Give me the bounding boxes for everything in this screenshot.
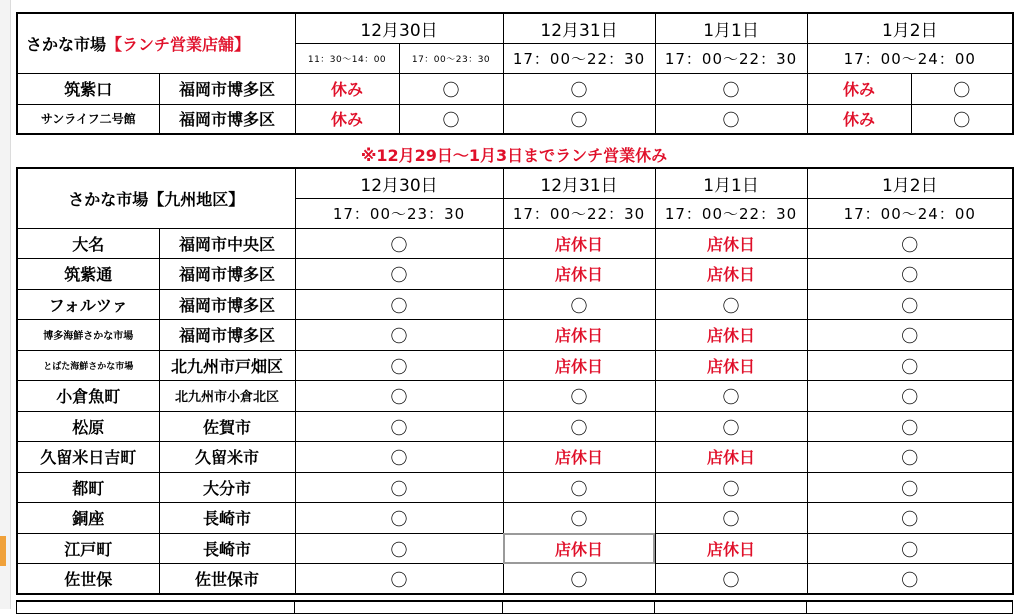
status-cell[interactable]: 〇 [655,104,807,134]
status-cell[interactable]: 〇 [807,320,1013,351]
status-cell[interactable]: 店休日 [503,320,655,351]
store-area[interactable]: 長崎市 [159,533,295,564]
status-cell[interactable]: 〇 [807,472,1013,503]
store-name[interactable]: 大名 [17,228,159,259]
status-cell[interactable]: 休み [807,73,911,104]
status-cell[interactable]: 〇 [911,73,1013,104]
status-cell[interactable]: 〇 [807,564,1013,595]
status-cell[interactable]: 〇 [295,228,503,259]
date-header-0102[interactable]: 1月2日 [807,168,1013,198]
status-cell[interactable]: 〇 [655,411,807,442]
status-cell[interactable]: 〇 [911,104,1013,134]
time-1231[interactable]: 17：00〜22：30 [503,198,655,228]
status-cell[interactable]: 〇 [295,442,503,473]
status-cell[interactable]: 〇 [503,104,655,134]
date-header-0102[interactable]: 1月2日 [807,13,1013,43]
partial-cell[interactable] [655,601,807,613]
store-area[interactable]: 佐世保市 [159,564,295,595]
status-cell[interactable]: 店休日 [655,259,807,290]
time-1231[interactable]: 17：00〜22：30 [503,43,655,73]
status-cell[interactable]: 〇 [655,73,807,104]
status-cell[interactable]: 〇 [655,503,807,534]
status-cell[interactable]: 〇 [295,533,503,564]
store-area[interactable]: 佐賀市 [159,411,295,442]
date-header-0101[interactable]: 1月1日 [655,13,807,43]
status-cell[interactable]: 〇 [295,503,503,534]
status-cell[interactable]: 店休日 [503,259,655,290]
time-1230[interactable]: 17：00〜23：30 [295,198,503,228]
status-cell[interactable]: 〇 [503,564,655,595]
status-cell[interactable]: 〇 [295,289,503,320]
store-name[interactable]: 佐世保 [17,564,159,595]
kyushu-table-title: さかな市場【九州地区】 [17,168,295,228]
store-area[interactable]: 長崎市 [159,503,295,534]
next-table-partial [16,600,1013,614]
status-cell[interactable]: 〇 [503,503,655,534]
status-cell[interactable]: 〇 [503,381,655,412]
status-cell[interactable]: 〇 [807,533,1013,564]
store-area[interactable]: 福岡市博多区 [159,73,295,104]
store-name[interactable]: 筑紫通 [17,259,159,290]
store-name[interactable]: 松原 [17,411,159,442]
date-header-1231[interactable]: 12月31日 [503,13,655,43]
store-area[interactable]: 北九州市戸畑区 [159,350,295,381]
time-0101[interactable]: 17：00〜22：30 [655,43,807,73]
status-cell[interactable]: 店休日 [503,442,655,473]
status-cell[interactable]: 〇 [807,259,1013,290]
status-cell[interactable]: 休み [295,73,399,104]
status-cell[interactable]: 〇 [503,289,655,320]
time-dinner-1230[interactable]: 17：00〜23：30 [399,43,503,73]
status-cell[interactable]: 休み [295,104,399,134]
status-cell[interactable]: 店休日 [503,228,655,259]
row-header-strip [0,0,11,609]
store-area[interactable]: 福岡市博多区 [159,104,295,134]
date-header-1231[interactable]: 12月31日 [503,168,655,198]
status-cell[interactable]: 〇 [295,350,503,381]
status-cell[interactable]: 〇 [503,472,655,503]
status-cell[interactable]: 〇 [295,320,503,351]
date-header-1230[interactable]: 12月30日 [295,168,503,198]
status-cell[interactable]: 〇 [655,472,807,503]
partial-cell[interactable] [295,601,503,613]
status-cell[interactable]: 店休日 [655,320,807,351]
store-name[interactable]: 久留米日吉町 [17,442,159,473]
status-cell[interactable]: 店休日 [655,228,807,259]
status-cell[interactable]: 〇 [655,381,807,412]
selected-row-indicator [0,536,6,566]
store-name[interactable]: 都町 [17,472,159,503]
status-cell[interactable]: 〇 [655,564,807,595]
lunch-closure-note: ※12月29日〜1月3日までランチ営業休み [360,146,668,165]
status-cell[interactable]: 〇 [807,289,1013,320]
time-0101[interactable]: 17：00〜22：30 [655,198,807,228]
status-cell[interactable]: 〇 [295,381,503,412]
status-cell[interactable]: 〇 [295,259,503,290]
status-cell-selected[interactable]: 店休日 [503,533,655,564]
status-cell[interactable]: 〇 [399,73,503,104]
partial-cell[interactable] [807,601,1013,613]
status-cell[interactable]: 〇 [503,73,655,104]
store-area[interactable]: 福岡市中央区 [159,228,295,259]
status-cell[interactable]: 〇 [807,381,1013,412]
lunch-table-title: さかな市場【ランチ営業店舗】 [17,13,295,73]
store-area[interactable]: 久留米市 [159,442,295,473]
status-cell[interactable]: 〇 [503,411,655,442]
status-cell[interactable]: 〇 [295,472,503,503]
time-0102[interactable]: 17：00〜24：00 [807,43,1013,73]
status-cell[interactable]: 店休日 [655,442,807,473]
status-cell[interactable]: 〇 [295,411,503,442]
time-0102[interactable]: 17：00〜24：00 [807,198,1013,228]
store-name[interactable]: 江戸町 [17,533,159,564]
status-cell[interactable]: 店休日 [503,350,655,381]
date-header-0101[interactable]: 1月1日 [655,168,807,198]
store-name[interactable]: とばた海鮮さかな市場 [17,350,159,381]
status-cell[interactable]: 〇 [399,104,503,134]
status-cell[interactable]: 店休日 [655,533,807,564]
store-name[interactable]: 筑紫口 [17,73,159,104]
status-cell[interactable]: 〇 [655,289,807,320]
store-area[interactable]: 福岡市博多区 [159,289,295,320]
partial-cell[interactable] [503,601,655,613]
store-area[interactable]: 福岡市博多区 [159,320,295,351]
date-header-1230[interactable]: 12月30日 [295,13,503,43]
store-name[interactable]: サンライフ二号館 [17,104,159,134]
status-cell[interactable]: 〇 [807,442,1013,473]
status-cell[interactable]: 店休日 [655,350,807,381]
lunch-store-table [16,12,1014,135]
status-cell[interactable]: 〇 [807,503,1013,534]
time-lunch-1230[interactable]: 11：30〜14：00 [295,43,399,73]
store-area[interactable]: 大分市 [159,472,295,503]
status-cell[interactable]: 〇 [807,411,1013,442]
status-cell[interactable]: 〇 [807,228,1013,259]
kyushu-store-table [16,167,1014,595]
partial-cell[interactable] [17,601,295,613]
status-cell[interactable]: 〇 [295,564,503,595]
store-name[interactable]: 博多海鮮さかな市場 [17,320,159,351]
store-name[interactable]: 小倉魚町 [17,381,159,412]
status-cell[interactable]: 休み [807,104,911,134]
store-name[interactable]: 銅座 [17,503,159,534]
status-cell[interactable]: 〇 [807,350,1013,381]
store-name[interactable]: フォルツァ [17,289,159,320]
store-area[interactable]: 福岡市博多区 [159,259,295,290]
store-area[interactable]: 北九州市小倉北区 [159,381,295,412]
